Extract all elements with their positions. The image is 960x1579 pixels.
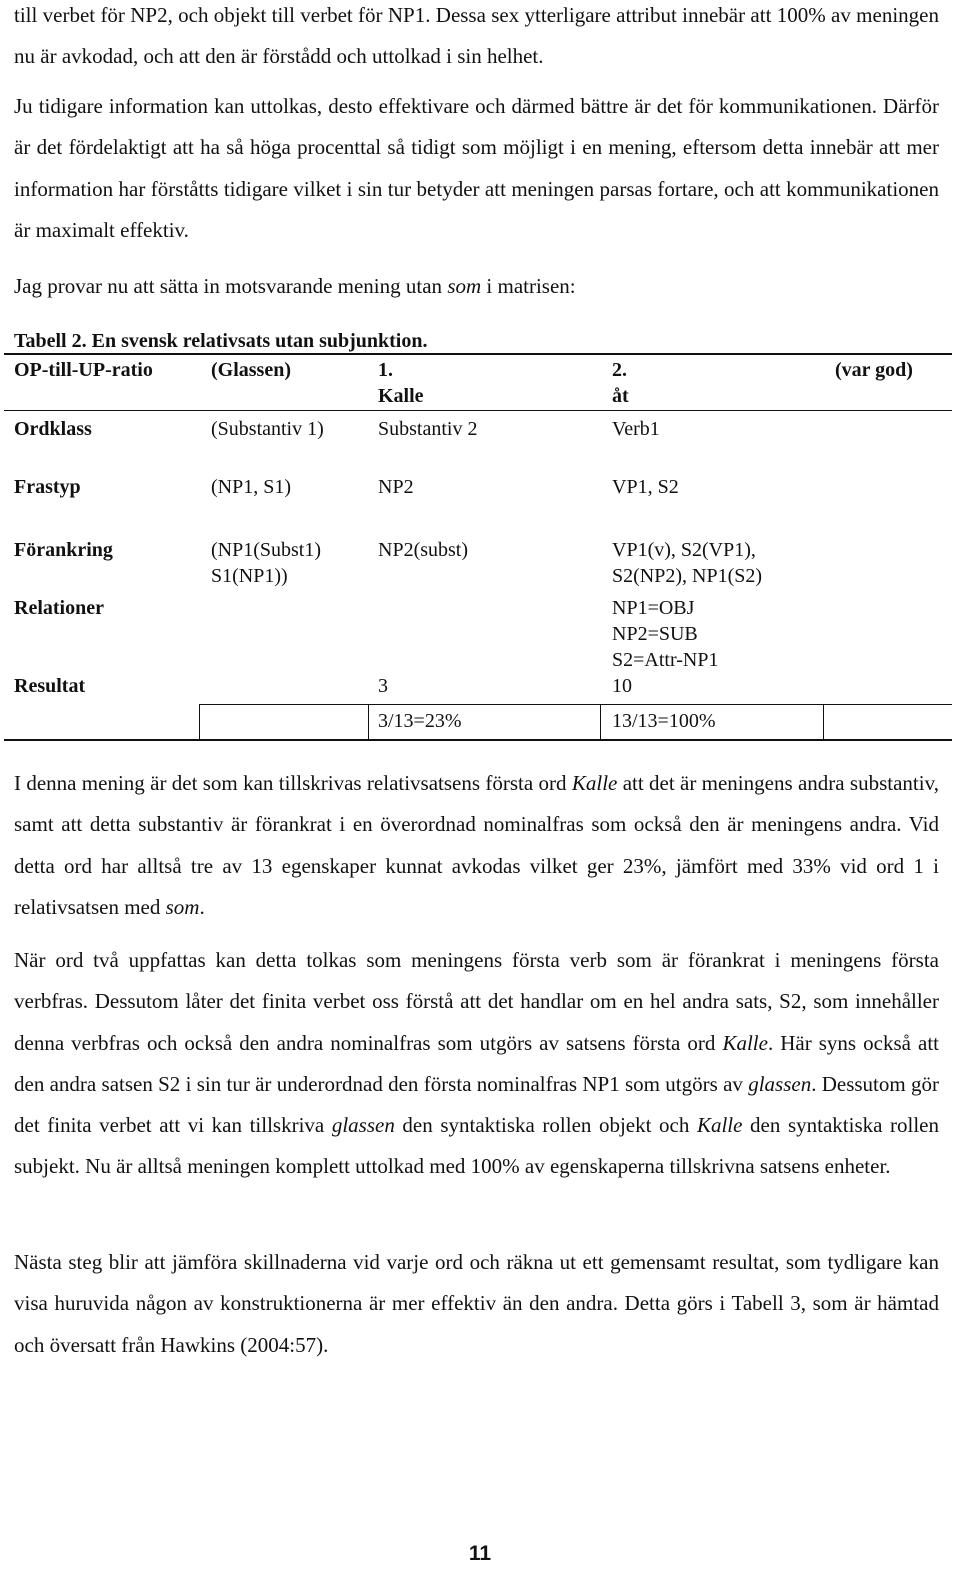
- forankring-at-line-2: S2(NP2), NP1(S2): [612, 565, 763, 587]
- table-col-separator-4: [823, 704, 824, 741]
- paragraph-1: till verbet för NP2, och objekt till verbet för NP1. Dessa sex ytterligare attribut innebär att 100% av meningen nu är avkodad, och att den är förstådd och uttolkad i sin helhet.: [14, 3, 939, 69]
- paragraph-5-italic-glassen-2: glassen: [331, 1113, 395, 1138]
- ordklass-kalle: Substantiv 2: [378, 418, 478, 440]
- forankring-glassen-line-1: (NP1(Subst1): [211, 539, 322, 561]
- header-word-1-number: 1.: [378, 359, 393, 381]
- paragraph-3-italic: som: [447, 274, 482, 298]
- table-header-rule: [4, 410, 952, 411]
- header-op-up-ratio: OP-till-UP-ratio: [14, 359, 153, 381]
- forankring-at-line-1: VP1(v), S2(VP1),: [612, 539, 756, 561]
- paragraph-5-italic-kalle-1: Kalle: [722, 1030, 768, 1055]
- table-col-separator-3: [600, 704, 601, 741]
- resultat-kalle: 3: [378, 675, 388, 697]
- resultat-at: 10: [612, 675, 632, 697]
- paragraph-4-italic-kalle: Kalle: [571, 771, 618, 795]
- relationer-at-line-2: NP2=SUB: [612, 623, 698, 645]
- row-label-resultat: Resultat: [14, 675, 86, 697]
- header-word-2-number: 2.: [612, 359, 627, 381]
- forankring-kalle: NP2(subst): [378, 539, 469, 561]
- header-glassen: (Glassen): [211, 359, 291, 381]
- paragraph-5-text-a: När ord två uppfattas kan detta tolkas som meningens första verb som är förankrat i meningens första verbfras. Dessutom låter det finita verbet oss förstå att det handlar om en hel andra sats, S2, som innehåller denna verbfras och också den andra nominalfras som utgörs av satsens första ord: [14, 948, 939, 1055]
- paragraph-5-italic-kalle-2: Kalle: [696, 1113, 743, 1138]
- table-result-rule: [200, 704, 952, 705]
- header-word-1: Kalle: [378, 385, 424, 407]
- paragraph-5: [14, 940, 939, 1188]
- paragraph-4-text-b: att det är meningens andra substantiv, samt att detta substantiv är förankrat i en överordnad nominalfras som också den är meningens andra. Vid detta ord har alltså tre av 13 egenskaper kunnat avkodas vilket ger 23%, jämfört med 33% vid ord 1 i relativsatsen med: [14, 771, 939, 919]
- table-caption: Tabell 2. En svensk relativsats utan subjunktion.: [14, 330, 428, 352]
- ordklass-at: Verb1: [612, 418, 660, 440]
- paragraph-4-text-a: I denna mening är det som kan tillskrivas relativsatsens första ord: [14, 771, 572, 795]
- paragraph-5-text-e: den syntaktiska rollen subjekt. Nu är alltså meningen komplett uttolkad med 100% av egenskaperna tillskrivna satsens enheter.: [14, 1113, 939, 1179]
- paragraph-2: Ju tidigare information kan uttolkas, desto effektivare och därmed bättre är det för kommunikationen. Därför är det fördelaktigt att ha så höga procenttal så tidigt som möjligt i en mening, eftersom detta innebär att mer information har förståtts tidigare vilket i sin tur betyder att meningen parsas fortare, och att kommunikationen är maximalt effektiv.: [14, 94, 939, 242]
- forankring-glassen-line-2: S1(NP1)): [211, 565, 288, 587]
- row-label-forankring: Förankring: [14, 539, 113, 561]
- table-bottom-rule: [4, 739, 952, 741]
- relationer-at-line-1: NP1=OBJ: [612, 597, 695, 619]
- paragraph-5-italic-glassen-1: glassen: [748, 1071, 812, 1096]
- ordklass-glassen: (Substantiv 1): [211, 418, 324, 440]
- paragraph-4-text-c: .: [199, 894, 205, 919]
- paragraph-5-text-d: den syntaktiska rollen objekt och: [394, 1113, 697, 1138]
- paragraph-6: Nästa steg blir att jämföra skillnaderna vid varje ord och räkna ut ett gemensamt resultat, som tydligare kan visa huruvida någon av konstruktionerna är mer effektiv än den andra. Detta görs i Tabell 3, som är hämtad och översatt från Hawkins (2004:57).: [14, 1250, 939, 1357]
- frastyp-at: VP1, S2: [612, 476, 679, 498]
- row-label-frastyp: Frastyp: [14, 476, 81, 498]
- paragraph-3-text-a: Jag provar nu att sätta in motsvarande mening utan: [14, 274, 448, 298]
- paragraph-5-text-b: . Här syns också att den andra satsen S2 i sin tur är underordnad den första nominalfras NP1 som utgörs av: [14, 1030, 939, 1096]
- row-label-relationer: Relationer: [14, 597, 104, 619]
- frastyp-kalle: NP2: [378, 476, 414, 498]
- header-word-2: åt: [612, 385, 629, 407]
- table-col-separator-1: [199, 704, 200, 741]
- paragraph-4-italic-som: som: [165, 894, 200, 919]
- ratio-kalle: 3/13=23%: [378, 710, 462, 732]
- table-col-separator-2: [368, 704, 369, 741]
- paragraph-3-text-b: i matrisen:: [481, 274, 576, 298]
- page-number: 11: [468, 1542, 492, 1565]
- table-top-rule: [4, 353, 952, 355]
- paragraph-4: [14, 763, 939, 928]
- frastyp-glassen: (NP1, S1): [211, 476, 292, 498]
- paragraph-5-text-c: . Dessutom gör det finita verbet att vi kan tillskriva: [14, 1071, 939, 1138]
- ratio-at: 13/13=100%: [612, 710, 716, 732]
- header-var-god: (var god): [835, 359, 913, 381]
- row-label-ordklass: Ordklass: [14, 418, 92, 440]
- relationer-at-line-3: S2=Attr-NP1: [612, 649, 719, 671]
- paragraph-3: [14, 266, 939, 307]
